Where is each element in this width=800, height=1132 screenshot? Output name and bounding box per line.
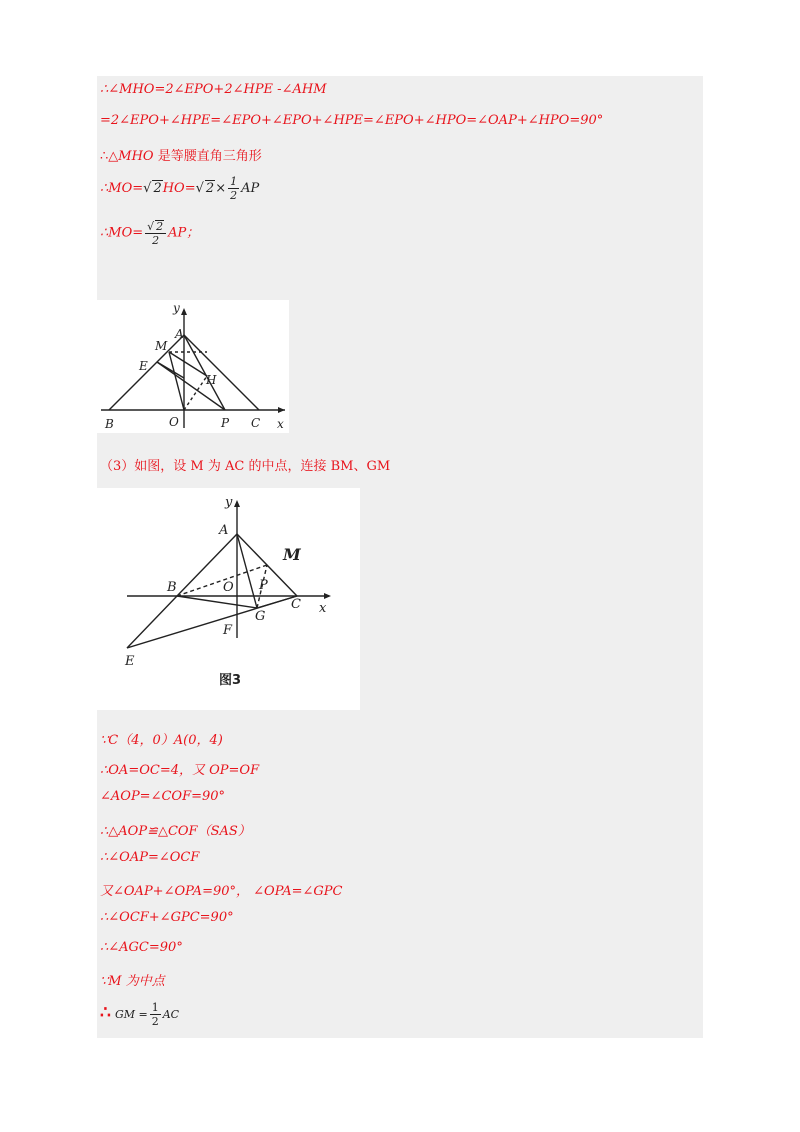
sqrt2-over-2-radicand: 2 [156,220,164,233]
fig1-x-arrow [278,407,285,413]
fig1-label-b: B [105,417,114,431]
fig2-label-b: B [167,580,177,595]
proof-line-3-suffix: 是等腰直角三角形 [153,149,262,164]
proof3-line-9: ∵M 为中点 [100,974,165,989]
fig1-label-c: C [251,416,261,430]
question-3-heading: （3）如图，设 M 为 AC 的中点，连接 BM、GM [100,459,391,474]
half-den: 2 [230,189,238,202]
proof3-line-4: ∴△AOP≌△COF（SAS） [100,824,251,839]
sqrt-2-a-radicand: 2 [153,181,162,196]
proof-line-5 [100,220,199,246]
fig2-x-arrow [324,593,331,599]
proof3-line-1: ∵C（4，0）A(0，4) [100,733,223,748]
fig2-label-c: C [291,597,301,612]
gm-half-num: 1 [151,1001,159,1014]
figure-1-svg [97,300,289,433]
sqrt2-over-2-fraction [145,220,166,246]
fig2-label-x: x [319,601,327,616]
fig1-label-x: x [277,417,284,431]
fig1-label-a: A [175,327,184,341]
figure-1 [97,300,289,433]
sqrt-2-b-radicand: 2 [205,181,215,196]
proof-line-3-prefix: ∴△ [100,149,119,164]
fig2-label-a: A [219,523,229,538]
proof3-line-2: ∴OA=OC=4，又 OP=OF [100,763,260,778]
proof3-line-3: ∠AOP=∠COF=90° [100,789,226,804]
proof-line-5-lhs: ∴MO= [100,225,144,241]
proof-line-5-ap: AP [168,225,187,241]
times-sign: × [215,181,227,196]
fig1-line-ap [184,335,225,410]
fig2-y-arrow [234,500,240,507]
proof3-line-10-ac: AC [162,1008,180,1021]
fig1-line-oh [184,376,207,410]
fig2-label-e: E [125,654,135,669]
fig2-caption: 图3 [219,673,242,688]
fig1-label-o: O [169,415,179,429]
fig1-label-e: E [139,359,148,373]
sqrt-2-a: √ 2 [143,181,162,196]
proof3-line-6: 又∠OAP+∠OPA=90°， ∠OPA=∠GPC [100,884,343,899]
proof3-line-5: ∴∠OAP=∠OCF [100,850,200,865]
proof-line-3-triangle: MHO [118,149,154,164]
fig1-y-arrow [181,308,187,315]
half-num: 1 [230,175,238,188]
fig2-label-p: P [259,578,268,593]
proof-line-3 [100,145,262,164]
proof-line-1: ∴∠MHO=2∠EPO+2∠HPE -∠AHM [100,82,327,97]
half-fraction [228,176,239,201]
fig2-line-bg [177,596,257,608]
gm-half-den: 2 [151,1015,159,1028]
sqrt-2-b: √ 2 [195,181,215,196]
proof-line-5-end: ； [186,225,200,241]
fig1-label-y: y [173,301,180,315]
gm-half-fraction [150,1002,161,1027]
fig2-label-y: y [225,495,233,510]
proof-line-4-ap: AP [241,181,260,196]
fig1-line-ac [184,335,259,410]
proof3-line-10 [100,1002,179,1027]
therefore-symbol: ∴ [100,1003,111,1023]
fig1-line-e [157,362,184,378]
fig2-label-f: F [223,623,233,638]
proof3-line-7: ∴∠OCF+∠GPC=90° [100,910,234,925]
fig1-label-m: M [155,339,168,353]
fig2-label-g: G [255,609,266,624]
fig2-label-m: M [283,545,301,564]
proof-line-4 [100,176,259,201]
sqrt2-over-2-num: √ 2 [145,220,166,234]
figure-2 [97,488,360,710]
fig1-label-p: P [221,416,230,430]
fig2-line-bm [177,565,267,596]
fig2-label-o: O [223,580,234,595]
proof-line-4-mid: HO= [162,181,196,196]
proof-line-4-lhs: ∴MO= [100,181,144,196]
fig1-label-h: H [206,373,217,387]
proof-line-2: =2∠EPO+∠HPE=∠EPO+∠EPO+∠HPE=∠EPO+∠HPO=∠OAP+∠HPO=90° [100,113,604,128]
sqrt2-over-2-den: 2 [152,234,160,247]
proof3-line-10-gm: GM = [114,1008,148,1021]
proof3-line-8: ∴∠AGC=90° [100,940,183,955]
figure-2-svg [97,488,360,710]
